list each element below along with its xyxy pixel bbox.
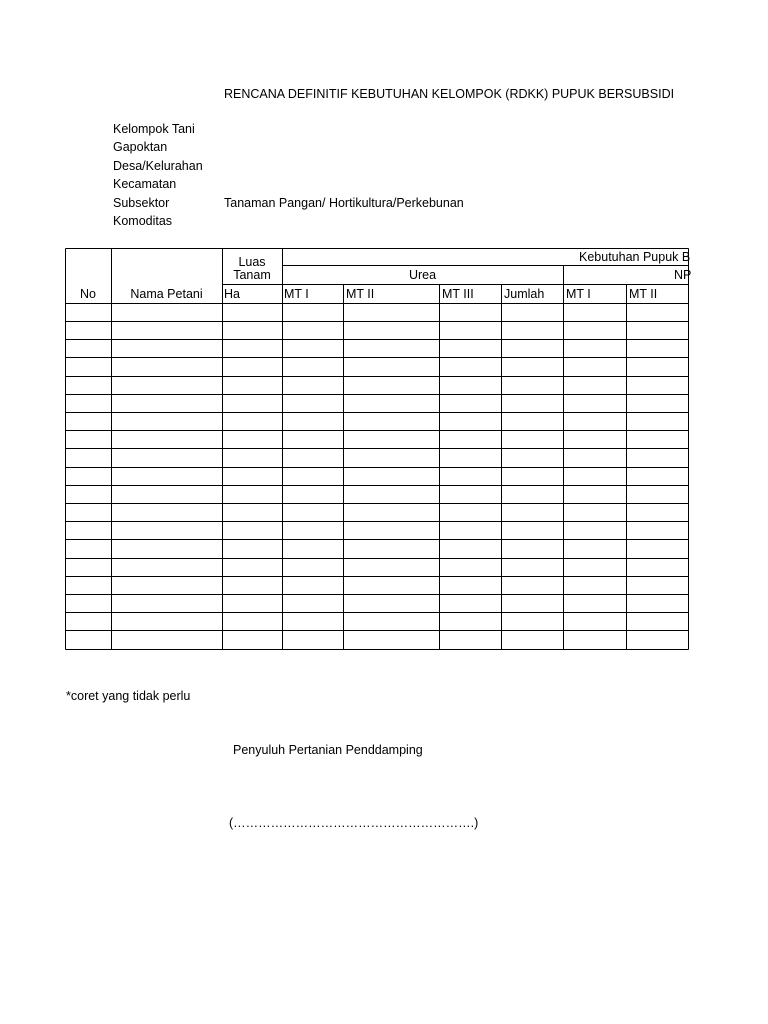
header-npk-mt2: MT II	[629, 287, 658, 301]
header-npk: NP	[674, 268, 692, 282]
header-urea-jumlah: Jumlah	[504, 287, 545, 301]
header-nama-petani: Nama Petani	[130, 287, 203, 301]
meta-desa-label: Desa/Kelurahan	[113, 159, 203, 173]
meta-subsektor-value: Tanaman Pangan/ Hortikultura/Perkebunan	[224, 196, 464, 210]
header-urea-mt1: MT I	[284, 287, 309, 301]
doc-title: RENCANA DEFINITIF KEBUTUHAN KELOMPOK (RDKK) PUPUK BERSUBSIDI	[224, 87, 675, 101]
signature-line: (………………………………………………….)	[229, 816, 479, 830]
header-kebutuhan-pupuk: Kebutuhan Pupuk B	[579, 250, 691, 264]
header-ha: Ha	[224, 287, 240, 301]
header-urea: Urea	[408, 268, 437, 282]
footnote: *coret yang tidak perlu	[66, 689, 191, 703]
header-npk-mt1: MT I	[566, 287, 591, 301]
header-urea-mt3: MT III	[442, 287, 474, 301]
meta-kelompok-tani-label: Kelompok Tani	[113, 122, 195, 136]
signer-title: Penyuluh Pertanian Penddamping	[233, 743, 423, 757]
meta-komoditas-label: Komoditas	[113, 214, 173, 228]
header-luas: Luas	[238, 255, 266, 269]
meta-kecamatan-label: Kecamatan	[113, 177, 177, 191]
meta-subsektor-label: Subsektor	[113, 196, 170, 210]
header-no: No	[80, 287, 96, 301]
header-tanam: Tanam	[233, 268, 271, 282]
meta-gapoktan-label: Gapoktan	[113, 140, 168, 154]
header-urea-mt2: MT II	[346, 287, 375, 301]
